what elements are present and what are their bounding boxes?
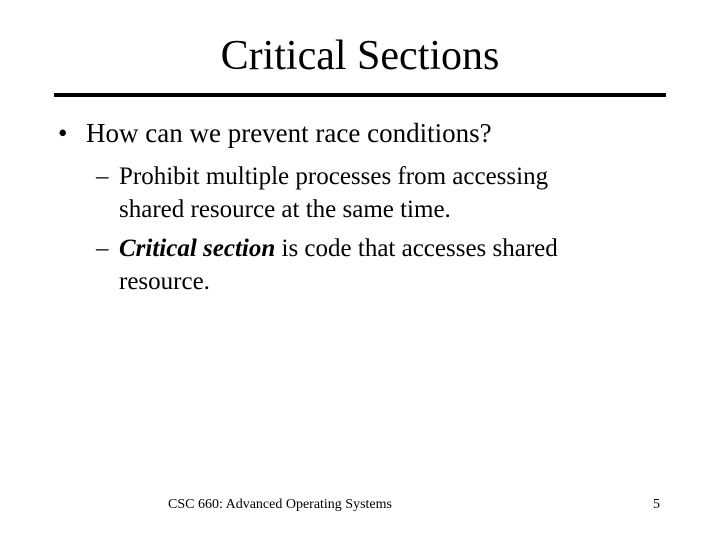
- sub-bullet-prohibit: [96, 160, 636, 226]
- slide-title: Critical Sections: [220, 33, 500, 79]
- page-number: 5: [653, 497, 660, 512]
- critical-section-term: Critical section: [119, 235, 276, 262]
- main-bullet: [58, 116, 492, 150]
- slide-footer: CSC 660: Advanced Operating Systems: [168, 497, 392, 512]
- main-bullet-text: How can we prevent race conditions?: [86, 118, 492, 148]
- sub-bullet-critical-section: [96, 232, 636, 298]
- sub-bullet-dash: –: [96, 163, 109, 190]
- sub-bullet-dash: –: [96, 235, 109, 262]
- bullet-marker: •: [58, 118, 68, 148]
- sub-bullet-text-line1: is code that accesses shared: [275, 235, 558, 262]
- sub-bullet-text-line2: shared resource at the same time.: [119, 196, 451, 223]
- title-underline: [54, 93, 666, 97]
- sub-bullet-text-line2: resource.: [119, 268, 210, 295]
- sub-bullet-text-line1: Prohibit multiple processes from accessing: [119, 163, 549, 190]
